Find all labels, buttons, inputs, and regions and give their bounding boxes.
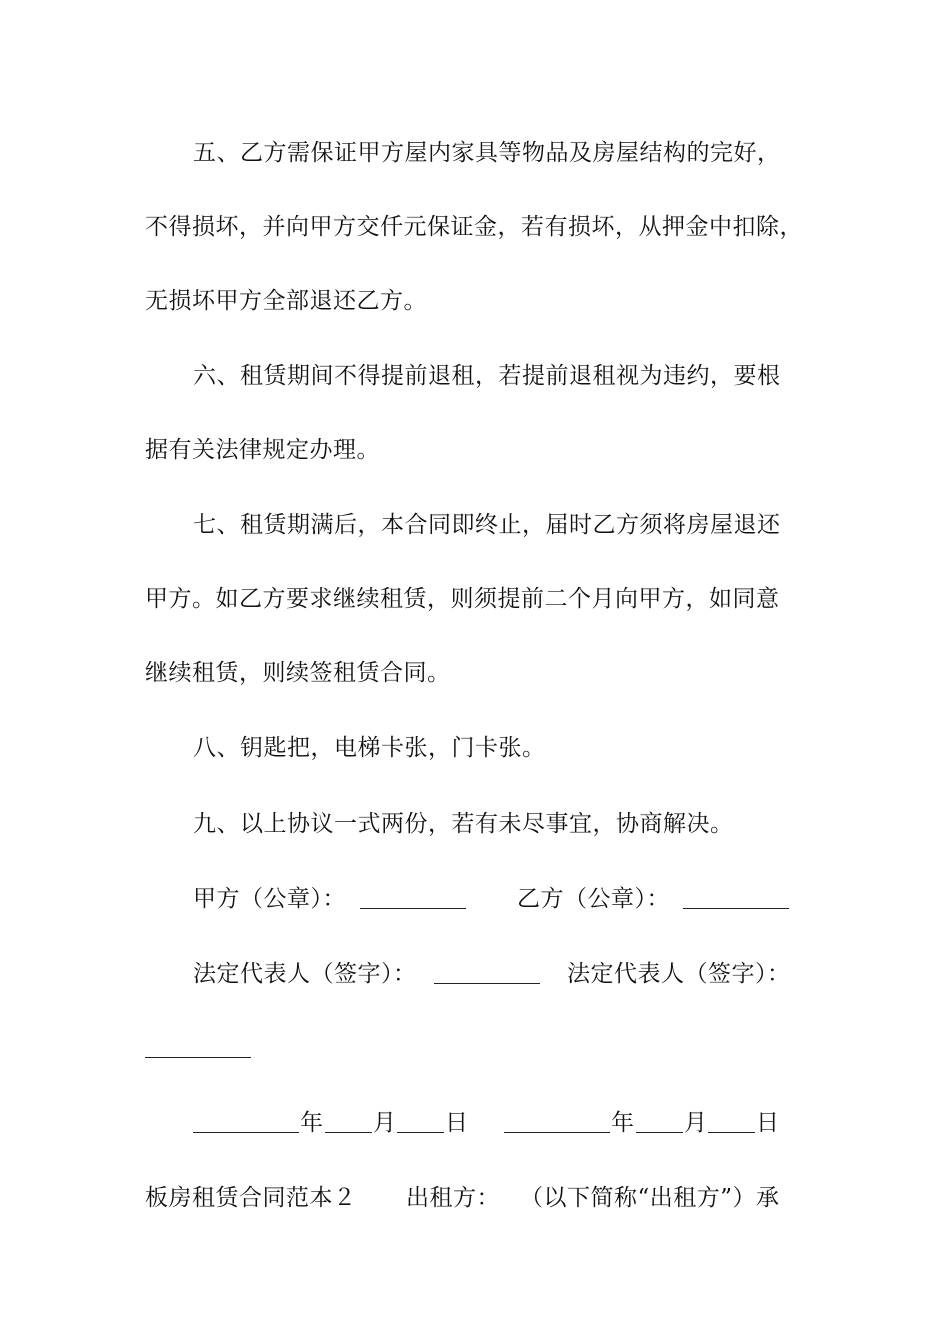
- party-a-seal-label: 甲方（公章）：: [193, 886, 346, 912]
- rep-a-label: 法定代表人（签字）：: [193, 961, 417, 987]
- rep-a-blank[interactable]: [434, 983, 540, 984]
- party-b-seal-label: 乙方（公章）：: [517, 886, 670, 912]
- date-a-day-blank[interactable]: [397, 1132, 444, 1133]
- date-b-day-label: 日: [756, 1110, 780, 1136]
- date-a-day-label: 日: [445, 1110, 469, 1136]
- rep-b-label: 法定代表人（签字）：: [567, 961, 791, 987]
- clause-9: 九、以上协议一式两份，若有未尽事宜，协商解决。: [193, 811, 734, 837]
- next-contract-title: 板房租赁合同范本２: [145, 1185, 357, 1211]
- next-lessor-label: 出租方：: [406, 1185, 500, 1211]
- date-a-month-blank[interactable]: [325, 1132, 372, 1133]
- party-b-seal-blank[interactable]: [683, 908, 789, 909]
- clause-8: 八、钥匙把，电梯卡张，门卡张。: [193, 735, 546, 761]
- clause-7-line-1: 七、租赁期满后，本合同即终止，届时乙方须将房屋退还: [193, 512, 781, 538]
- clause-5-line-3: 无损坏甲方全部退还乙方。: [145, 288, 427, 314]
- rep-b-blank[interactable]: [145, 1057, 251, 1058]
- clause-6-line-1: 六、租赁期间不得提前退租，若提前退租视为违约，要根: [193, 363, 781, 389]
- date-b-year-blank[interactable]: [504, 1132, 610, 1133]
- clause-5-line-2: 不得损坏，并向甲方交仟元保证金，若有损坏，从押金中扣除，: [145, 214, 803, 240]
- clause-7-line-2: 甲方。如乙方要求继续租赁，则须提前二个月向甲方，如同意: [145, 586, 780, 612]
- date-a-month-label: 月: [373, 1110, 397, 1136]
- clause-7-line-3: 继续租赁，则续签租赁合同。: [145, 660, 451, 686]
- date-b-year-label: 年: [611, 1110, 635, 1136]
- next-lessor-note: （以下简称“出租方”）承: [520, 1185, 780, 1211]
- date-b-day-blank[interactable]: [708, 1132, 755, 1133]
- clause-6-line-2: 据有关法律规定办理。: [145, 437, 380, 463]
- date-a-year-label: 年: [300, 1110, 324, 1136]
- party-a-seal-blank[interactable]: [360, 908, 466, 909]
- date-a-year-blank[interactable]: [193, 1132, 299, 1133]
- date-b-month-label: 月: [684, 1110, 708, 1136]
- clause-5-line-1: 五、乙方需保证甲方屋内家具等物品及房屋结构的完好，: [193, 140, 781, 166]
- date-b-month-blank[interactable]: [636, 1132, 683, 1133]
